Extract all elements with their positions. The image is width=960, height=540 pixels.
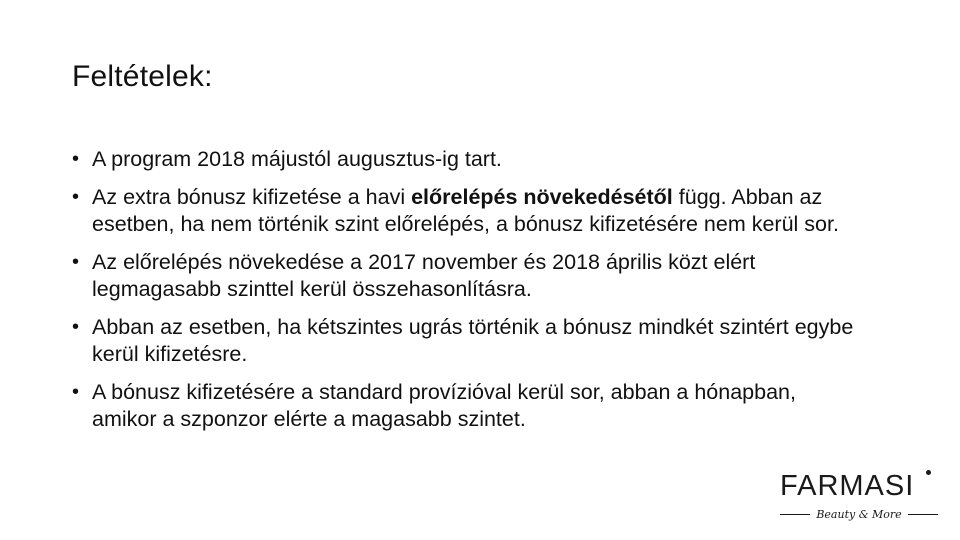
tagline-rule-right bbox=[908, 514, 938, 515]
bullet-item bbox=[72, 184, 862, 238]
bullet-dot: • bbox=[72, 186, 80, 208]
tagline-rule-left bbox=[780, 514, 810, 515]
bullet-item bbox=[72, 249, 862, 303]
bullet-text: függ. Abban az esetben, ha nem történik szint előrelépés, a bónusz kifizetésére nem kerül sor. bbox=[92, 185, 839, 236]
bullet-item bbox=[72, 146, 862, 173]
bullet-text: A program 2018 májustól augusztus-ig tart. bbox=[92, 147, 502, 171]
bullet-text: A bónusz kifizetésére a standard provízióval kerül sor, abban a hónapban, amikor a szponzor elérte a magasabb szintet. bbox=[92, 380, 796, 431]
logo-tagline bbox=[780, 508, 938, 521]
bullet-text: Abban az esetben, ha kétszintes ugrás történik a bónusz mindkét szintért egybe kerül kifizetésre. bbox=[92, 315, 854, 366]
slide-title: Feltételek: bbox=[72, 60, 213, 93]
farmasi-logo bbox=[780, 470, 940, 530]
logo-dot-icon bbox=[926, 470, 931, 475]
bullet-dot: • bbox=[72, 381, 80, 403]
logo-tagline-text: Beauty & More bbox=[816, 508, 902, 521]
bullet-item bbox=[72, 314, 862, 368]
bullet-dot: • bbox=[72, 148, 80, 170]
logo-brand-name: FARMASI bbox=[780, 470, 915, 502]
bullet-dot: • bbox=[72, 316, 80, 338]
bullet-text: Az extra bónusz kifizetése a havi bbox=[92, 185, 412, 209]
bullet-bold-text: előrelépés növekedésétől bbox=[411, 185, 673, 209]
bullet-text: Az előrelépés növekedése a 2017 november és 2018 április közt elért legmagasabb szinttel kerül összehasonlításra. bbox=[92, 250, 756, 301]
bullet-item bbox=[72, 379, 862, 433]
bullet-dot: • bbox=[72, 251, 80, 273]
bullet-list bbox=[72, 146, 862, 444]
